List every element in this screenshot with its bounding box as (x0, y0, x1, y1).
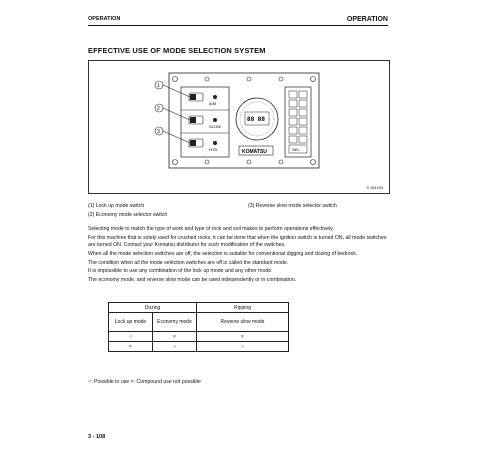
header-left: OPERATION (88, 16, 121, 22)
mode-combination-table (108, 302, 289, 352)
table-cell: ○ (109, 332, 153, 342)
table-row (109, 342, 289, 352)
table-row (109, 332, 289, 342)
brand-logo: KOMATSU (242, 149, 267, 155)
table-cell: × (109, 342, 153, 352)
callout-2: 2 (157, 106, 160, 112)
page-number: 3 - 108 (88, 434, 106, 440)
paragraph: It is impossible to use any combination of the lock up mode and any other mode. (88, 268, 273, 275)
callout-1: 1 (157, 83, 160, 89)
table-subheader-economy: Economy mode (153, 313, 197, 332)
paragraph: The condition when all the mode selection switches are off is called the standard mode. (88, 259, 289, 266)
table-note: ○: Possible to use ×: Compound use not possible (88, 379, 201, 385)
section-title: EFFECTIVE USE OF MODE SELECTION SYSTEM (88, 46, 266, 55)
label-hyd: HYD (209, 147, 218, 152)
instrument-panel-figure (88, 60, 390, 194)
table-header-dozing: Dozing (109, 303, 197, 313)
instrument-panel-drawing (89, 61, 389, 193)
paragraph: When all the mode selection switches are off, the selection is suitable for conventional digging and dozing of bedrock. (88, 250, 358, 257)
paragraph: For this machine that is solely used for crushed rocks, it can be done that when the ignition switch is turned ON, all mode switches are turned ON. Contact your Komatsu distributor for such modification of the switches. (88, 234, 387, 249)
label-am: A/M (209, 101, 217, 106)
table-cell: ○ (153, 342, 197, 352)
paragraph: Selecting mode to match the type of work and type of rock and soil makes to perform operations effectively. (88, 226, 334, 232)
paragraph: The economy mode, and reverse slow mode can be used independently or in combination. (88, 277, 297, 284)
legend-item-2: (2) Economy mode selector switch (88, 212, 168, 218)
page-header (88, 16, 388, 28)
legend-item-3: (3) Reverse slow mode selector switch (248, 203, 337, 209)
gauge-readout: 88 88 (247, 116, 266, 123)
figure-id: 9 J04153 (366, 185, 383, 190)
header-right: OPERATION (346, 16, 388, 23)
table-subheader-reverse-slow: Reverse slow mode (197, 313, 289, 332)
callout-3: 3 (157, 129, 160, 135)
legend-item-1: (1) Lock up mode switch (88, 203, 145, 209)
body-text (88, 226, 388, 286)
header-rule (88, 25, 388, 26)
label-slow: SLOW (209, 124, 221, 129)
table-cell: ○ (197, 342, 289, 352)
table-subheader-lockup: Lock up mode (109, 313, 153, 332)
table-header-ripping: Ripping (197, 303, 289, 313)
label-sel: SEL (292, 147, 300, 152)
table-cell: × (197, 332, 289, 342)
table-cell: × (153, 332, 197, 342)
